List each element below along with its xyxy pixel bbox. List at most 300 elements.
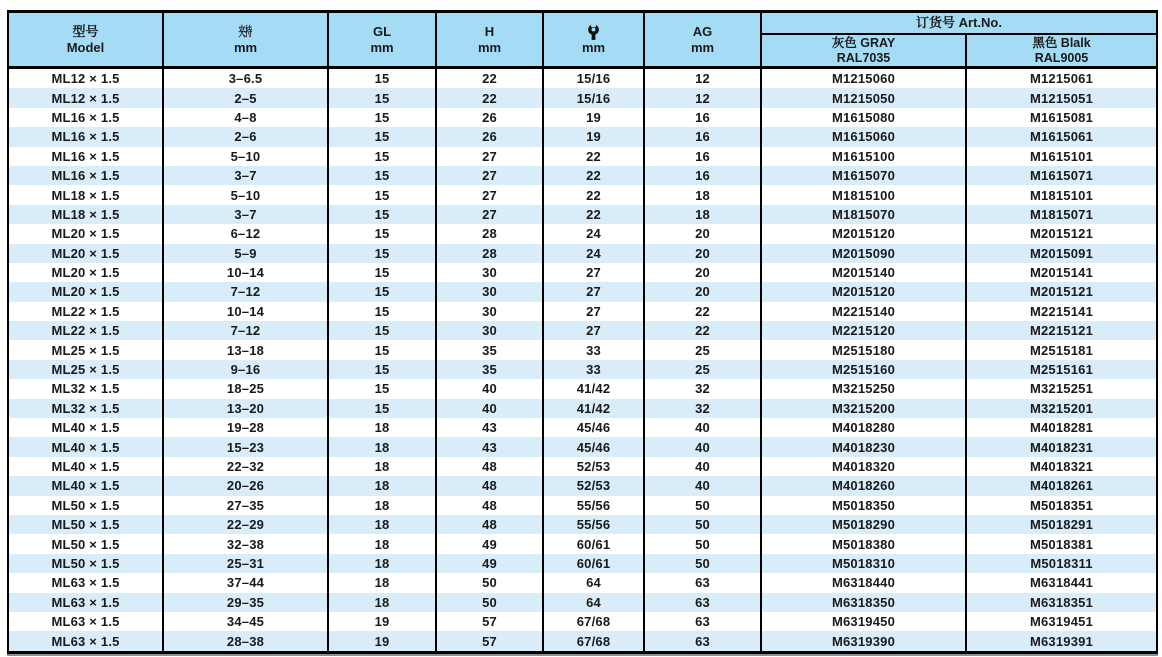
artno-gray-cell: M2515160 (762, 360, 967, 379)
artno-gray-cell: M6319450 (762, 612, 967, 631)
wrench-size-cell: 55/56 (544, 515, 645, 534)
artno-black-cell: M1815071 (1029, 206, 1094, 222)
gl-cell: 15 (329, 185, 437, 204)
header-art-no (762, 13, 1156, 66)
ag-cell: 20 (645, 224, 762, 243)
gl-cell: 19 (329, 612, 437, 631)
artno-gray-cell: M5018350 (762, 496, 967, 515)
artno-gray-cell: M5018310 (762, 554, 967, 573)
h-cell: 49 (437, 534, 544, 553)
model-cell: ML63 × 1.5 (9, 612, 164, 631)
ag-cell: 12 (645, 69, 762, 88)
model-cell: ML25 × 1.5 (9, 340, 164, 359)
clamp-range-cell: 18–25 (164, 379, 329, 398)
artno-black-cell: M2215141 (1029, 303, 1094, 319)
model-cell: ML32 × 1.5 (9, 379, 164, 398)
wrench-size-cell: 41/42 (544, 379, 645, 398)
wrench-size-cell: 52/53 (544, 476, 645, 495)
wrench-size-cell: 24 (544, 224, 645, 243)
table-row (9, 321, 1156, 340)
artno-black-cell: M1615061 (1029, 129, 1094, 145)
artno-gray-cell: M6319390 (762, 631, 967, 650)
h-cell: 27 (437, 205, 544, 224)
clamp-range-cell: 7–12 (164, 321, 329, 340)
gl-cell: 15 (329, 224, 437, 243)
clamp-range-cell: 10–14 (164, 302, 329, 321)
artno-gray-cell: M2215140 (762, 302, 967, 321)
artno-black-cell: M2015121 (1029, 226, 1094, 242)
ag-cell: 63 (645, 612, 762, 631)
table-row (9, 496, 1156, 515)
wrench-size-cell: 22 (544, 147, 645, 166)
gl-cell: 15 (329, 127, 437, 146)
clamp-range-cell: 2–5 (164, 88, 329, 107)
wrench-size-cell: 19 (544, 108, 645, 127)
table-row (9, 205, 1156, 224)
ag-cell: 32 (645, 399, 762, 418)
clamp-range-cell: 15–23 (164, 437, 329, 456)
artno-gray-cell: M1615070 (762, 166, 967, 185)
bottom-rule (7, 654, 1158, 656)
header-ag-unit: mm (690, 39, 715, 55)
h-cell: 48 (437, 457, 544, 476)
clamp-range-cell: 13–18 (164, 340, 329, 359)
artno-gray-cell: M5018380 (762, 534, 967, 553)
table-row (9, 263, 1156, 282)
artno-gray-cell: M2015140 (762, 263, 967, 282)
wrench-size-cell: 67/68 (544, 631, 645, 650)
gl-cell: 18 (329, 418, 437, 437)
wrench-size-cell: 33 (544, 360, 645, 379)
ag-cell: 22 (645, 302, 762, 321)
gl-cell: 15 (329, 379, 437, 398)
gl-cell: 18 (329, 457, 437, 476)
table-row (9, 437, 1156, 456)
gl-cell: 15 (329, 282, 437, 301)
model-cell: ML50 × 1.5 (9, 554, 164, 573)
ag-cell: 50 (645, 534, 762, 553)
table-row (9, 360, 1156, 379)
wrench-size-cell: 45/46 (544, 418, 645, 437)
gl-cell: 18 (329, 496, 437, 515)
table-row (9, 302, 1156, 321)
artno-black-cell: M6318351 (1029, 594, 1094, 610)
wrench-size-cell: 19 (544, 127, 645, 146)
artno-gray-cell: M1215060 (762, 69, 967, 88)
clamp-range-cell: 6–12 (164, 224, 329, 243)
clamp-range-cell: 22–29 (164, 515, 329, 534)
header-wrench-unit: mm (581, 40, 606, 55)
h-cell: 28 (437, 224, 544, 243)
ag-cell: 63 (645, 593, 762, 612)
table-row (9, 399, 1156, 418)
wrench-size-cell: 15/16 (544, 69, 645, 88)
spec-table (7, 10, 1158, 654)
artno-black-cell: M2515181 (1029, 342, 1094, 358)
wrench-size-cell: 55/56 (544, 496, 645, 515)
header-art-no-title: 订货号 Art.No. (762, 13, 1156, 35)
ag-cell: 40 (645, 476, 762, 495)
gl-cell: 15 (329, 399, 437, 418)
wrench-size-cell: 41/42 (544, 399, 645, 418)
model-cell: ML20 × 1.5 (9, 244, 164, 263)
clamp-range-cell: 20–26 (164, 476, 329, 495)
artno-black-cell: M5018311 (1030, 555, 1093, 571)
artno-black-cell: M1815101 (1029, 187, 1094, 203)
clamp-range-cell: 22–32 (164, 457, 329, 476)
ag-cell: 40 (645, 418, 762, 437)
h-cell: 35 (437, 360, 544, 379)
clamp-range-cell: 3–7 (164, 166, 329, 185)
artno-gray-cell: M1215050 (762, 88, 967, 107)
gl-cell: 18 (329, 437, 437, 456)
model-cell: ML50 × 1.5 (9, 515, 164, 534)
h-cell: 30 (437, 282, 544, 301)
artno-gray-cell: M3215200 (762, 399, 967, 418)
wrench-icon (586, 23, 601, 40)
ag-cell: 25 (645, 340, 762, 359)
artno-gray-cell: M4018260 (762, 476, 967, 495)
header-h-unit: mm (477, 39, 502, 55)
clamp-range-cell: 19–28 (164, 418, 329, 437)
h-cell: 49 (437, 554, 544, 573)
clamp-range-cell: 5–10 (164, 147, 329, 166)
gl-cell: 15 (329, 244, 437, 263)
header-wrench-size (544, 13, 645, 66)
gl-cell: 15 (329, 263, 437, 282)
h-cell: 40 (437, 379, 544, 398)
ag-cell: 16 (645, 108, 762, 127)
artno-gray-cell: M1615060 (762, 127, 967, 146)
artno-gray-cell: M5018290 (762, 515, 967, 534)
clamp-range-cell: 13–20 (164, 399, 329, 418)
model-cell: ML50 × 1.5 (9, 496, 164, 515)
clamp-range-cell: 3–6.5 (164, 69, 329, 88)
clamp-range-cell: 7–12 (164, 282, 329, 301)
model-cell: ML20 × 1.5 (9, 263, 164, 282)
ag-cell: 40 (645, 457, 762, 476)
table-row (9, 69, 1156, 88)
h-cell: 43 (437, 437, 544, 456)
ag-cell: 16 (645, 166, 762, 185)
table-row (9, 418, 1156, 437)
header-gl-unit: mm (370, 39, 394, 55)
model-cell: ML16 × 1.5 (9, 108, 164, 127)
model-cell: ML16 × 1.5 (9, 127, 164, 146)
clamp-range-cell: 9–16 (164, 360, 329, 379)
h-cell: 30 (437, 321, 544, 340)
artno-gray-cell: M2015120 (762, 224, 967, 243)
gl-cell: 15 (329, 166, 437, 185)
h-cell: 26 (437, 127, 544, 146)
clamp-range-cell: 3–7 (164, 205, 329, 224)
table-row (9, 127, 1156, 146)
wrench-size-cell: 24 (544, 244, 645, 263)
h-cell: 57 (437, 612, 544, 631)
artno-gray-cell: M3215250 (762, 379, 967, 398)
gl-cell: 15 (329, 340, 437, 359)
wrench-size-cell: 52/53 (544, 457, 645, 476)
header-ag-label: AG (692, 23, 713, 39)
ag-cell: 18 (645, 205, 762, 224)
ag-cell: 50 (645, 554, 762, 573)
ag-cell: 18 (645, 185, 762, 204)
table-row (9, 147, 1156, 166)
h-cell: 50 (437, 573, 544, 592)
clamp-range-cell: 10–14 (164, 263, 329, 282)
artno-black-cell: M1615101 (1029, 148, 1094, 164)
artno-black-cell: M4018261 (1029, 478, 1094, 494)
h-cell: 48 (437, 515, 544, 534)
table-row (9, 593, 1156, 612)
header-black-ral: RAL9005 (1034, 50, 1089, 65)
header-gray-ral: RAL7035 (836, 50, 891, 65)
table-row (9, 534, 1156, 553)
ag-cell: 32 (645, 379, 762, 398)
model-cell: ML40 × 1.5 (9, 457, 164, 476)
table-row (9, 282, 1156, 301)
h-cell: 28 (437, 244, 544, 263)
table-row (9, 88, 1156, 107)
artno-black-cell: M3215251 (1029, 381, 1094, 397)
artno-gray-cell: M1815070 (762, 205, 967, 224)
clamp-range-cell: 27–35 (164, 496, 329, 515)
artno-black-cell: M5018381 (1029, 536, 1094, 552)
gl-cell: 15 (329, 302, 437, 321)
ag-cell: 16 (645, 147, 762, 166)
header-model (9, 13, 164, 66)
artno-black-cell: M1215061 (1029, 71, 1094, 87)
wrench-size-cell: 22 (544, 185, 645, 204)
clamp-range-cell: 25–31 (164, 554, 329, 573)
model-cell: ML32 × 1.5 (9, 399, 164, 418)
ag-cell: 50 (645, 496, 762, 515)
ag-cell: 20 (645, 263, 762, 282)
artno-black-cell: M2015121 (1029, 284, 1094, 300)
gl-cell: 18 (329, 573, 437, 592)
ag-cell: 63 (645, 631, 762, 650)
gl-cell: 18 (329, 554, 437, 573)
artno-black-cell: M4018281 (1029, 420, 1094, 436)
artno-gray-cell: M2015090 (762, 244, 967, 263)
table-row (9, 515, 1156, 534)
artno-black-cell: M2015141 (1029, 265, 1094, 281)
wrench-size-cell: 27 (544, 282, 645, 301)
clamp-range-cell: 2–6 (164, 127, 329, 146)
wrench-size-cell: 64 (544, 593, 645, 612)
h-cell: 57 (437, 631, 544, 650)
gl-cell: 18 (329, 593, 437, 612)
wrench-size-cell: 64 (544, 573, 645, 592)
h-cell: 30 (437, 302, 544, 321)
clamp-range-cell: 5–10 (164, 185, 329, 204)
artno-gray-cell: M4018280 (762, 418, 967, 437)
gl-cell: 15 (329, 205, 437, 224)
ag-cell: 50 (645, 515, 762, 534)
h-cell: 27 (437, 185, 544, 204)
artno-black-cell: M5018291 (1029, 517, 1094, 533)
wrench-size-cell: 45/46 (544, 437, 645, 456)
clamp-range-cell: 4–8 (164, 108, 329, 127)
gl-cell: 18 (329, 476, 437, 495)
artno-gray-cell: M6318350 (762, 593, 967, 612)
wrench-size-cell: 33 (544, 340, 645, 359)
model-cell: ML16 × 1.5 (9, 166, 164, 185)
artno-gray-cell: M1615080 (762, 108, 967, 127)
header-model-en: Model (66, 39, 105, 55)
artno-black-cell: M3215201 (1029, 400, 1094, 416)
clamp-range-cell: 28–38 (164, 631, 329, 650)
model-cell: ML20 × 1.5 (9, 224, 164, 243)
gl-cell: 15 (329, 147, 437, 166)
h-cell: 30 (437, 263, 544, 282)
ag-cell: 22 (645, 321, 762, 340)
header-h (437, 13, 544, 66)
artno-black-cell: M6318441 (1029, 575, 1094, 591)
table-row (9, 631, 1156, 650)
wrench-size-cell: 22 (544, 166, 645, 185)
gl-cell: 15 (329, 360, 437, 379)
table-row (9, 554, 1156, 573)
wrench-size-cell: 22 (544, 205, 645, 224)
header-clamp-range (164, 13, 329, 66)
wrench-size-cell: 15/16 (544, 88, 645, 107)
gl-cell: 15 (329, 108, 437, 127)
wrench-size-cell: 60/61 (544, 554, 645, 573)
ag-cell: 63 (645, 573, 762, 592)
model-cell: ML40 × 1.5 (9, 418, 164, 437)
artno-black-cell: M4018231 (1029, 439, 1094, 455)
artno-black-cell: M6319451 (1029, 614, 1094, 630)
model-cell: ML12 × 1.5 (9, 88, 164, 107)
table-row (9, 457, 1156, 476)
table-row (9, 379, 1156, 398)
artno-gray-cell: M2215120 (762, 321, 967, 340)
header-art-no-black (967, 35, 1156, 66)
clamp-range-cell: 37–44 (164, 573, 329, 592)
artno-gray-cell: M2015120 (762, 282, 967, 301)
clamp-range-cell: 29–35 (164, 593, 329, 612)
model-cell: ML20 × 1.5 (9, 282, 164, 301)
artno-black-cell: M6319391 (1029, 633, 1094, 649)
header-gray-label: 灰色 GRAY (831, 35, 896, 50)
artno-black-cell: M2015091 (1029, 245, 1094, 261)
h-cell: 22 (437, 88, 544, 107)
model-cell: ML18 × 1.5 (9, 205, 164, 224)
wrench-size-cell: 60/61 (544, 534, 645, 553)
gl-cell: 19 (329, 631, 437, 650)
model-cell: ML40 × 1.5 (9, 437, 164, 456)
clamp-range-cell: 32–38 (164, 534, 329, 553)
artno-gray-cell: M2515180 (762, 340, 967, 359)
clamp-range-cell: 34–45 (164, 612, 329, 631)
table-row (9, 244, 1156, 263)
table-row (9, 166, 1156, 185)
h-cell: 22 (437, 69, 544, 88)
h-cell: 26 (437, 108, 544, 127)
header-black-label: 黑色 Blalk (1032, 35, 1091, 50)
wrench-size-cell: 27 (544, 302, 645, 321)
ag-cell: 16 (645, 127, 762, 146)
table-row (9, 573, 1156, 592)
table-row (9, 224, 1156, 243)
wrench-size-cell: 27 (544, 263, 645, 282)
model-cell: ML16 × 1.5 (9, 147, 164, 166)
h-cell: 48 (437, 496, 544, 515)
gl-cell: 18 (329, 515, 437, 534)
header-art-no-gray (762, 35, 967, 66)
header-clamp-unit: mm (233, 39, 258, 55)
model-cell: ML40 × 1.5 (9, 476, 164, 495)
h-cell: 27 (437, 147, 544, 166)
table-row (9, 612, 1156, 631)
header-gl (329, 13, 437, 66)
artno-gray-cell: M4018320 (762, 457, 967, 476)
h-cell: 27 (437, 166, 544, 185)
model-cell: ML63 × 1.5 (9, 631, 164, 650)
model-cell: ML22 × 1.5 (9, 321, 164, 340)
artno-black-cell: M2515161 (1029, 362, 1094, 378)
gl-cell: 15 (329, 69, 437, 88)
model-cell: ML50 × 1.5 (9, 534, 164, 553)
table-header (9, 13, 1156, 69)
wrench-size-cell: 27 (544, 321, 645, 340)
model-cell: ML63 × 1.5 (9, 593, 164, 612)
artno-black-cell: M2215121 (1029, 323, 1094, 339)
artno-black-cell: M1215051 (1029, 90, 1094, 106)
h-cell: 35 (437, 340, 544, 359)
artno-black-cell: M4018321 (1029, 459, 1094, 474)
table-row (9, 340, 1156, 359)
artno-gray-cell: M1815100 (762, 185, 967, 204)
model-cell: ML18 × 1.5 (9, 185, 164, 204)
model-cell: ML12 × 1.5 (9, 69, 164, 88)
wrench-size-cell: 67/68 (544, 612, 645, 631)
model-cell: ML25 × 1.5 (9, 360, 164, 379)
header-model-zh: 型号 (72, 23, 99, 39)
gl-cell: 15 (329, 321, 437, 340)
artno-gray-cell: M4018230 (762, 437, 967, 456)
artno-black-cell: M1615081 (1029, 109, 1094, 125)
artno-black-cell: M1615071 (1029, 168, 1094, 184)
ag-cell: 12 (645, 88, 762, 107)
h-cell: 50 (437, 593, 544, 612)
ag-cell: 25 (645, 360, 762, 379)
artno-gray-cell: M6318440 (762, 573, 967, 592)
clamp-range-cell: 5–9 (164, 244, 329, 263)
artno-black-cell: M5018351 (1029, 497, 1094, 513)
header-h-label: H (484, 23, 495, 39)
model-cell: ML22 × 1.5 (9, 302, 164, 321)
ag-cell: 40 (645, 437, 762, 456)
gl-cell: 18 (329, 534, 437, 553)
model-cell: ML63 × 1.5 (9, 573, 164, 592)
h-cell: 40 (437, 399, 544, 418)
artno-gray-cell: M1615100 (762, 147, 967, 166)
header-ag (645, 13, 762, 66)
ag-cell: 20 (645, 244, 762, 263)
table-row (9, 476, 1156, 495)
h-cell: 48 (437, 476, 544, 495)
ag-cell: 20 (645, 282, 762, 301)
header-gl-label: GL (372, 23, 392, 39)
table-row (9, 108, 1156, 127)
header-clamp-label: 夹持 (238, 23, 253, 39)
h-cell: 43 (437, 418, 544, 437)
gl-cell: 15 (329, 88, 437, 107)
table-body (9, 69, 1156, 651)
table-row (9, 185, 1156, 204)
